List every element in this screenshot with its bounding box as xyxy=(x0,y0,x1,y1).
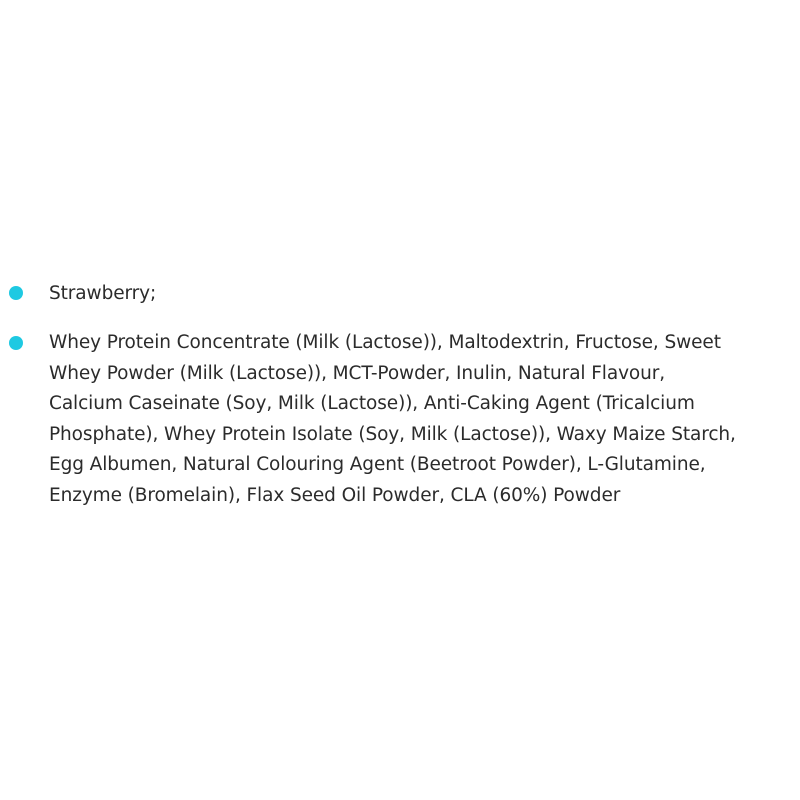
text-line: Strawberry; xyxy=(49,283,157,304)
text-line: Egg Albumen, Natural Colouring Agent (Beetroot Powder), L-Glutamine, xyxy=(49,454,706,476)
text-line: Phosphate), Whey Protein Isolate (Soy, Milk (Lactose)), Waxy Maize Starch, xyxy=(49,423,736,445)
text-line: Whey Powder (Milk (Lactose)), MCT-Powder, Inulin, Natural Flavour, xyxy=(49,362,666,384)
text-line: Whey Protein Concentrate (Milk (Lactose)), Maltodextrin, Fructose, Sweet xyxy=(49,332,721,353)
list-item-text xyxy=(49,279,795,310)
bullet-dot-icon xyxy=(9,286,23,300)
list-item-text xyxy=(49,328,795,512)
bullet-dot-icon xyxy=(9,336,23,350)
text-line: Calcium Caseinate (Soy, Milk (Lactose)), Anti-Caking Agent (Tricalcium xyxy=(49,393,695,415)
text-line: Enzyme (Bromelain), Flax Seed Oil Powder, CLA (60%) Powder xyxy=(49,484,621,506)
